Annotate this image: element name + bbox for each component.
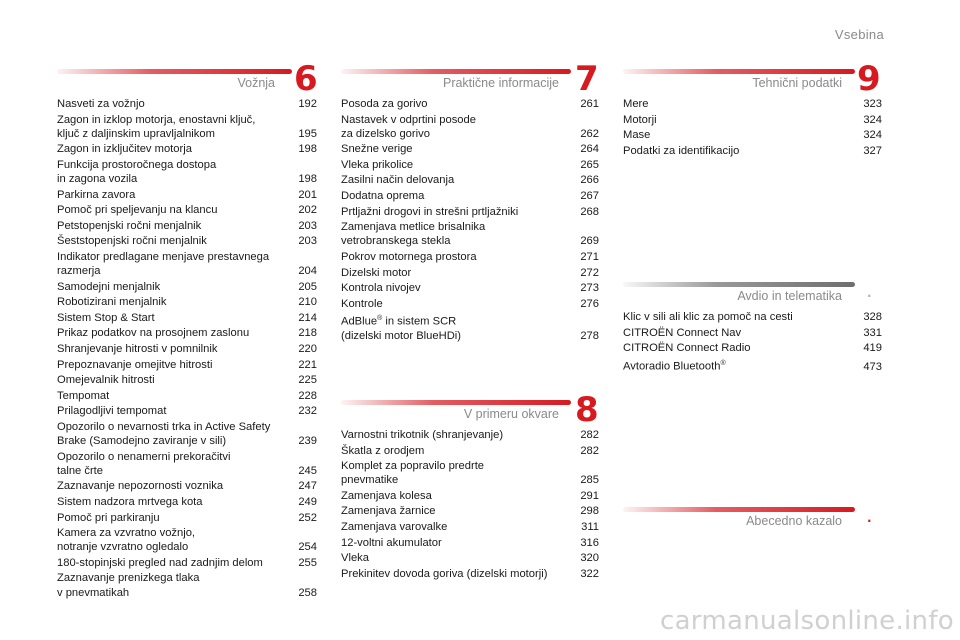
- toc-entry-title: Mere: [623, 98, 649, 110]
- toc-entry[interactable]: [57, 389, 317, 403]
- toc-entry-title: Sistem Stop & Start: [57, 311, 155, 324]
- toc-entry-title: Pomoč pri parkiranju: [57, 511, 160, 524]
- toc-entry-title: Dizelski motor: [341, 266, 412, 279]
- toc-entry[interactable]: [623, 357, 882, 374]
- section-number: 9: [857, 59, 881, 99]
- toc-entry-page: 271: [580, 250, 599, 263]
- toc-entry[interactable]: [341, 266, 599, 280]
- toc-entry-page: 247: [298, 480, 317, 493]
- toc-entry-title: 180-stopinjski pregled nad zadnjim delom: [57, 556, 263, 569]
- toc-entry-page: 327: [863, 144, 882, 157]
- toc-entry-title: CITROËN Connect Nav: [623, 326, 742, 339]
- toc-entry[interactable]: [623, 310, 882, 324]
- toc-list: [341, 428, 599, 581]
- section-bar: [623, 282, 855, 287]
- toc-entry[interactable]: [57, 188, 317, 202]
- toc-entry[interactable]: [341, 489, 599, 503]
- toc-entry[interactable]: [623, 326, 882, 340]
- toc-entry-title: Robotizirani menjalnik: [57, 296, 167, 309]
- toc-entry-page: 324: [863, 129, 882, 142]
- toc-entry-title: Komplet za popravilo predrte pnevmatike: [341, 460, 485, 487]
- section-header: [623, 275, 882, 305]
- toc-entry[interactable]: [341, 312, 599, 343]
- section-title: V primeru okvare: [463, 407, 559, 421]
- toc-entry-page: 311: [581, 521, 599, 534]
- toc-entry-title: Dodatna oprema: [341, 190, 425, 203]
- toc-entry-page: 232: [298, 405, 317, 418]
- toc-entry-title: Motorji: [623, 113, 657, 126]
- toc-entry[interactable]: [341, 250, 599, 264]
- watermark: carmanualsonline.info: [659, 606, 954, 636]
- section-header: [57, 59, 318, 99]
- toc-entry-page: 258: [298, 586, 317, 599]
- toc-entry-page: 255: [298, 556, 317, 569]
- toc-entry-page: 282: [580, 444, 599, 457]
- toc-entry[interactable]: [57, 311, 317, 325]
- toc-entry[interactable]: [57, 219, 317, 233]
- toc-entry-page: 264: [580, 143, 599, 156]
- section-title: Tehnični podatki: [752, 76, 842, 90]
- toc-entry[interactable]: [57, 373, 317, 387]
- toc-entry-title: Petstopenjski ročni menjalnik: [57, 219, 202, 232]
- toc-entry[interactable]: [341, 97, 599, 111]
- section-number: .: [867, 511, 872, 525]
- toc-entry-title: Samodejni menjalnik: [57, 280, 161, 293]
- toc-entry-title: Pokrov motornega prostora: [341, 250, 477, 263]
- toc-entry[interactable]: [623, 128, 882, 142]
- toc-entry[interactable]: [341, 444, 599, 458]
- toc-entry-page: 278: [580, 330, 599, 343]
- toc-entry-title: Omejevalnik hitrosti: [57, 374, 155, 387]
- toc-entry[interactable]: [341, 189, 599, 203]
- toc-entry-title: 12-voltni akumulator: [341, 536, 442, 549]
- toc-entry-page: 262: [580, 127, 599, 140]
- toc-entry-title: Zamenjava varovalke: [341, 521, 448, 534]
- toc-entry-title: Klic v sili ali klic za pomoč na cesti: [623, 311, 793, 323]
- toc-entry[interactable]: [57, 97, 317, 111]
- toc-entry[interactable]: [57, 113, 317, 141]
- page-title: Vsebina: [834, 27, 884, 42]
- section-number: 6: [294, 59, 318, 99]
- toc-entry-page: 195: [298, 127, 317, 140]
- toc-entry[interactable]: [623, 97, 882, 111]
- toc-entry[interactable]: [341, 520, 599, 534]
- section-number: 8: [575, 390, 599, 430]
- toc-entry-page: 291: [580, 489, 599, 502]
- toc-entry-page: 249: [298, 495, 317, 508]
- toc-entry[interactable]: [341, 504, 599, 518]
- toc-entry[interactable]: [57, 556, 317, 570]
- section-title: Avdio in telematika: [737, 289, 842, 303]
- toc-entry-title: Pomoč pri speljevanju na klancu: [57, 204, 218, 217]
- toc-entry-title: Tempomat: [57, 389, 110, 402]
- section-header: [341, 59, 599, 99]
- toc-entry-page: 245: [298, 464, 317, 477]
- toc-entry[interactable]: [341, 173, 599, 187]
- toc-entry-title: Zagon in izklop motorja, enostavni ključ, ključ z daljinskim upravljalnikom: [57, 113, 256, 140]
- section-alphabetical-index: [623, 500, 882, 530]
- toc-entry-title: Šeststopenjski ročni menjalnik: [57, 235, 207, 248]
- toc-entry[interactable]: [341, 113, 599, 141]
- toc-entry-page: 273: [580, 282, 599, 295]
- toc-entry[interactable]: [57, 203, 317, 217]
- toc-entry-page: 210: [298, 296, 317, 309]
- toc-entry-page: 261: [580, 98, 599, 110]
- toc-entry[interactable]: [341, 220, 599, 248]
- toc-entry-page: 316: [580, 536, 599, 549]
- toc-entry[interactable]: [57, 142, 317, 156]
- toc-entry[interactable]: [57, 295, 317, 309]
- toc-entry-title: Prekinitev dovoda goriva (dizelski motorji): [341, 567, 548, 580]
- toc-entry[interactable]: [57, 280, 317, 294]
- toc-entry-title: Zaznavanje prenizkega tlaka v pnevmatikah: [57, 572, 200, 599]
- section-technical-data: [623, 59, 882, 159]
- section-bar: [623, 507, 855, 512]
- toc-entry-title: Kamera za vzvratno vožnjo, notranje vzvratno ogledalo: [57, 527, 196, 554]
- toc-entry[interactable]: [57, 450, 317, 478]
- toc-entry-page: 282: [580, 429, 599, 441]
- toc-entry[interactable]: [57, 326, 317, 340]
- toc-entry-page: 205: [298, 280, 317, 293]
- toc-entry[interactable]: [341, 205, 599, 219]
- section-bar: [341, 69, 571, 74]
- section-driving: [57, 59, 318, 601]
- toc-entry-title: Parkirna zavora: [57, 188, 136, 201]
- toc-entry[interactable]: [57, 234, 317, 248]
- toc-entry-page: 204: [298, 265, 317, 278]
- toc-entry[interactable]: [57, 342, 317, 356]
- toc-entry[interactable]: [57, 571, 317, 599]
- toc-entry-title: Nasveti za vožnjo: [57, 98, 145, 110]
- toc-entry-title: Prikaz podatkov na prosojnem zaslonu: [57, 327, 250, 340]
- toc-entry-page: 285: [580, 474, 599, 487]
- section-bar: [623, 69, 855, 74]
- toc-entry[interactable]: [57, 511, 317, 525]
- toc-entry[interactable]: [57, 420, 317, 448]
- section-title: Abecedno kazalo: [746, 514, 842, 528]
- toc-entry-title: Vleka: [341, 552, 369, 565]
- toc-entry-page: 192: [298, 98, 317, 110]
- toc-list: [623, 97, 882, 158]
- section-header: [623, 500, 882, 530]
- toc-entry-page: 252: [298, 511, 317, 524]
- toc-entry-page: 201: [298, 188, 317, 201]
- toc-entry[interactable]: [341, 551, 599, 565]
- toc-entry-title: Kontrole: [341, 297, 383, 310]
- section-title: Praktične informacije: [442, 76, 559, 90]
- toc-entry-title: Zamenjava kolesa: [341, 489, 432, 502]
- section-header: [341, 390, 599, 430]
- section-number: 7: [575, 59, 599, 99]
- section-practical-info: [341, 59, 599, 345]
- toc-entry-page: 324: [863, 113, 882, 126]
- toc-entry-title: Zamenjava metlice brisalnika vetrobranskega stekla: [341, 221, 486, 248]
- toc-entry-page: 228: [298, 389, 317, 402]
- toc-entry-title: Opozorilo o nevarnosti trka in Active Safety Brake (Samodejno zaviranje v sili): [57, 420, 271, 448]
- toc-entry-page: 268: [580, 205, 599, 218]
- toc-entry-page: 220: [298, 343, 317, 355]
- toc-entry-page: 214: [298, 311, 317, 324]
- toc-entry-title: Vleka prikolice: [341, 158, 414, 171]
- toc-entry-page: 198: [298, 172, 317, 185]
- toc-entry-title: Zasilni način delovanja: [341, 174, 455, 187]
- toc-entry[interactable]: [341, 536, 599, 550]
- toc-entry-title: Mase: [623, 129, 651, 142]
- toc-entry-title: Podatki za identifikacijo: [623, 144, 740, 157]
- toc-entry[interactable]: [341, 158, 599, 172]
- toc-entry-page: 254: [298, 541, 317, 554]
- section-bar: [341, 400, 571, 405]
- toc-entry-page: 473: [863, 360, 882, 373]
- toc-entry-page: 328: [863, 311, 882, 323]
- toc-entry[interactable]: [57, 358, 317, 372]
- toc-entry[interactable]: [341, 281, 599, 295]
- toc-entry-page: 225: [298, 374, 317, 387]
- section-title: Vožnja: [237, 76, 275, 90]
- toc-entry-title: Posoda za gorivo: [341, 98, 428, 110]
- toc-entry[interactable]: [341, 428, 599, 442]
- toc-entry-page: 419: [863, 342, 882, 355]
- toc-entry-page: 298: [580, 505, 599, 518]
- toc-entry-title: Nastavek v odprtini posode za dizelsko gorivo: [341, 113, 476, 140]
- toc-list: [623, 310, 882, 374]
- section-bar: [57, 69, 292, 74]
- toc-entry-page: 269: [580, 235, 599, 248]
- toc-entry-page: 331: [863, 326, 882, 339]
- toc-entry-page: 203: [298, 235, 317, 248]
- toc-entry-title: Zagon in izključitev motorja: [57, 143, 192, 156]
- section-number: .: [867, 286, 872, 300]
- toc-entry-title: AdBlue® in sistem SCR (dizelski motor BlueHDi): [341, 315, 461, 343]
- toc-entry-page: 320: [580, 552, 599, 565]
- toc-entry[interactable]: [623, 113, 882, 127]
- toc-entry-page: 265: [580, 158, 599, 171]
- toc-entry[interactable]: [57, 526, 317, 554]
- toc-entry-title: Zaznavanje nepozornosti voznika: [57, 480, 224, 493]
- toc-entry-page: 198: [298, 143, 317, 156]
- toc-entry-page: 267: [580, 190, 599, 203]
- toc-entry-page: 276: [580, 297, 599, 310]
- toc-entry-title: Varnostni trikotnik (shranjevanje): [341, 429, 504, 441]
- toc-list: [341, 97, 599, 343]
- toc-entry-page: 266: [580, 174, 599, 187]
- toc-entry-title: Indikator predlagane menjave prestavnega razmerja: [57, 250, 270, 278]
- toc-entry[interactable]: [623, 144, 882, 158]
- toc-entry-title: Avtoradio Bluetooth®: [623, 359, 726, 373]
- toc-entry[interactable]: [57, 495, 317, 509]
- toc-entry-title: Kontrola nivojev: [341, 282, 421, 295]
- toc-entry-title: Prepoznavanje omejitve hitrosti: [57, 358, 213, 371]
- toc-entry[interactable]: [341, 459, 599, 487]
- toc-entry-page: 203: [298, 219, 317, 232]
- section-header: [623, 59, 882, 99]
- section-audio-telematics: [623, 275, 882, 375]
- toc-entry-page: 272: [580, 266, 599, 279]
- toc-entry[interactable]: [57, 404, 317, 418]
- toc-entry-title: Prtljažni drogovi in strešni prtljažniki: [341, 205, 519, 218]
- toc-entry-title: Snežne verige: [341, 143, 413, 156]
- toc-entry-page: 218: [298, 327, 317, 340]
- toc-entry[interactable]: [623, 341, 882, 355]
- toc-entry[interactable]: [57, 479, 317, 493]
- toc-list: [57, 97, 317, 600]
- toc-entry-title: Sistem nadzora mrtvega kota: [57, 495, 203, 508]
- toc-entry[interactable]: [341, 567, 599, 581]
- toc-entry[interactable]: [57, 250, 317, 278]
- section-breakdown: [341, 390, 599, 582]
- toc-entry-title: Prilagodljivi tempomat: [57, 405, 167, 418]
- toc-entry-page: 239: [298, 435, 317, 448]
- toc-entry-title: CITROËN Connect Radio: [623, 342, 751, 355]
- toc-entry[interactable]: [341, 142, 599, 156]
- toc-entry-page: 323: [863, 98, 882, 110]
- toc-entry-title: Zamenjava žarnice: [341, 505, 436, 518]
- toc-entry-page: 221: [298, 358, 317, 371]
- toc-entry-title: Funkcija prostoročnega dostopa in zagona vozila: [57, 158, 217, 185]
- toc-entry-title: Škatla z orodjem: [341, 444, 425, 457]
- toc-entry[interactable]: [341, 297, 599, 311]
- toc-entry-page: 322: [580, 567, 599, 580]
- toc-entry[interactable]: [57, 158, 317, 186]
- toc-entry-page: 202: [298, 204, 317, 217]
- toc-entry-title: Opozorilo o nenamerni prekoračitvi talne črte: [57, 450, 231, 477]
- toc-entry-title: Shranjevanje hitrosti v pomnilnik: [57, 343, 218, 355]
